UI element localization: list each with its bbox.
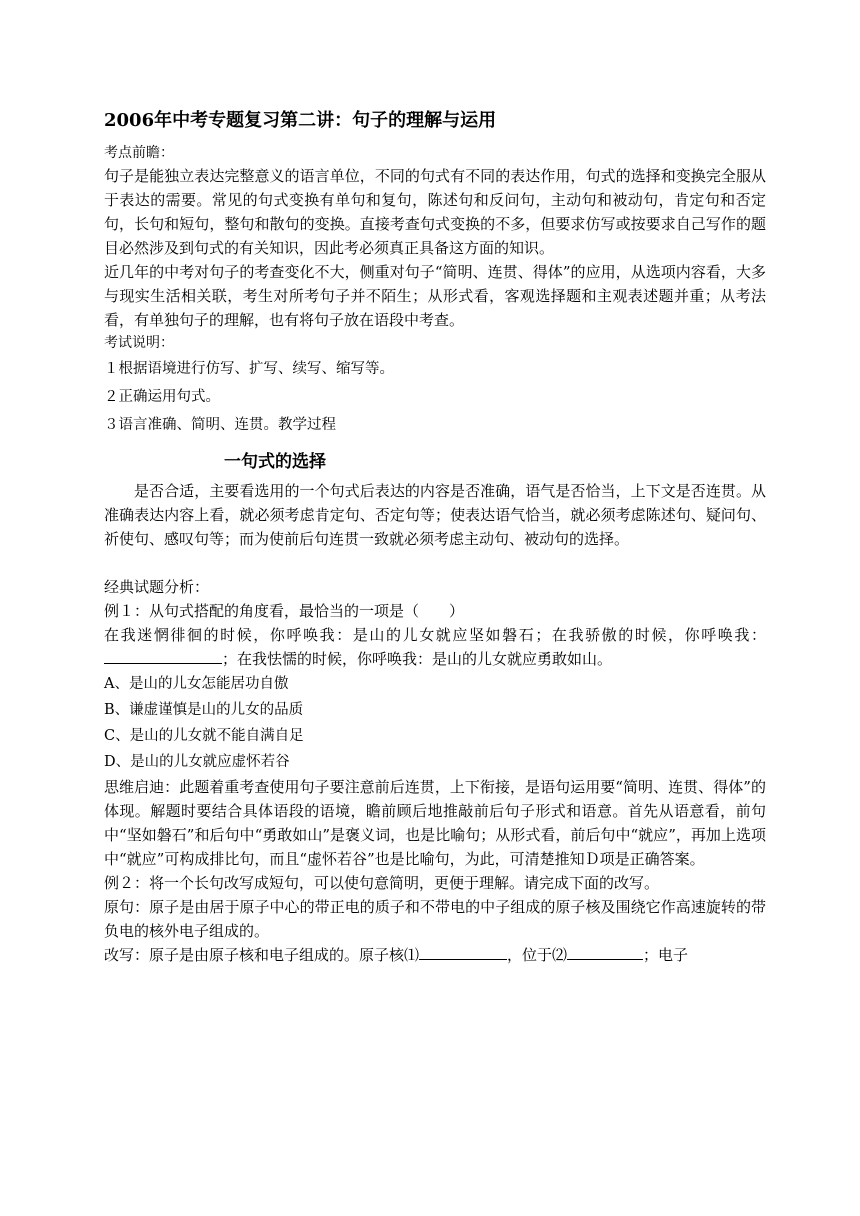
section-title: 一句式的选择 bbox=[224, 452, 326, 472]
exam-label: 考试说明： bbox=[104, 335, 174, 351]
example-2-question: 例２：将一个长句改写成短句，可以使句意简明，更便于理解。请完成下面的改写。 bbox=[104, 874, 660, 892]
document-page bbox=[104, 100, 766, 967]
example-1-analysis: 思维启迪：此题着重考查使用句子要注意前后连贯，上下衔接，是语句运用要“简明、连贯、得体”的体现。解题时要结合具体语段的语境，瞻前顾后地推敲前后句子形式和语意。首先从语意看，前句中“坚如磐石”和后句中“勇敢如山”是褒义词，也是比喻句；从形式看，前后句中“就应”，再加上选项中“就应”可构成排比句，而且“虚怀若谷”也是比喻句，为此，可清楚推知Ｄ项是正确答案。 bbox=[104, 778, 766, 868]
document-title: 2006年中考专题复习第二讲：句子的理解与运用 bbox=[104, 110, 497, 131]
example-2-rewrite bbox=[104, 943, 766, 967]
example-1-stem-part-a: 在我迷惘徘徊的时候，你呼唤我：是山的儿女就应坚如磐石；在我骄傲的时候，你呼唤我： bbox=[104, 626, 766, 644]
analysis-label: 经典试题分析： bbox=[104, 578, 210, 596]
rewrite-part-b: ，位于⑵ bbox=[507, 946, 568, 964]
exam-item-3: ３语言准确、简明、连贯。教学过程 bbox=[104, 417, 336, 433]
intro-paragraph-2: 近几年的中考对句子的考查变化不大，侧重对句子“简明、连贯、得体”的应用，从选项内容看，大多与现实生活相关联，考生对所考句子并不陌生；从形式看，客观选择题和主观表述题并重；从考法看，有单独句子的理解，也有将句子放在语段中考查。 bbox=[104, 263, 766, 329]
option-b: B、谦虚谨慎是山的儿女的品质 bbox=[104, 702, 304, 718]
answer-blank-1[interactable] bbox=[104, 647, 222, 664]
answer-blank-2[interactable] bbox=[419, 943, 507, 960]
intro-paragraph-1: 句子是能独立表达完整意义的语言单位，不同的句式有不同的表达作用，句式的选择和变换完全服从于表达的需要。常见的句式变换有单句和复句，陈述句和反问句，主动句和被动句，肯定句和否定句，长句和短句，整句和散句的变换。直接考查句式变换的不多，但要求仿写或按要求自己写作的题目必然涉及到句式的有关知识，因此考必须真正具备这方面的知识。 bbox=[104, 167, 766, 257]
option-c: C、是山的儿女就不能自满自足 bbox=[104, 728, 304, 744]
kaodian-label: 考点前瞻： bbox=[104, 145, 174, 161]
example-1-stem bbox=[104, 623, 766, 671]
rewrite-part-c: ；电子 bbox=[643, 946, 689, 964]
exam-item-2: ２正确运用句式。 bbox=[104, 389, 220, 405]
section-paragraph: 是否合适，主要看选用的一个句式后表达的内容是否准确，语气是否恰当，上下文是否连贯。从准确表达内容上看，就必须考虑肯定句、否定句等；使表达语气恰当，就必须考虑陈述句、疑问句、祈使句、感叹句等；而为使前后句连贯一致就必须考虑主动句、被动句的选择。 bbox=[104, 482, 766, 548]
spacer bbox=[104, 551, 766, 575]
exam-item-1: １根据语境进行仿写、扩写、续写、缩写等。 bbox=[104, 361, 394, 377]
option-a: A、是山的儿女怎能居功自傲 bbox=[104, 676, 289, 692]
example-1-question: 例１：从句式搭配的角度看，最恰当的一项是（ ） bbox=[104, 602, 465, 620]
rewrite-part-a: 改写：原子是由原子核和电子组成的。原子核⑴ bbox=[104, 946, 420, 964]
answer-blank-3[interactable] bbox=[567, 943, 643, 960]
example-1-stem-part-b: ；在我怯懦的时候，你呼唤我：是山的儿女就应勇敢如山。 bbox=[222, 650, 613, 668]
option-d: D、是山的儿女就应虚怀若谷 bbox=[104, 754, 290, 770]
example-2-original: 原句：原子是由居于原子中心的带正电的质子和不带电的中子组成的原子核及围绕它作高速旋转的带负电的核外电子组成的。 bbox=[104, 898, 766, 940]
